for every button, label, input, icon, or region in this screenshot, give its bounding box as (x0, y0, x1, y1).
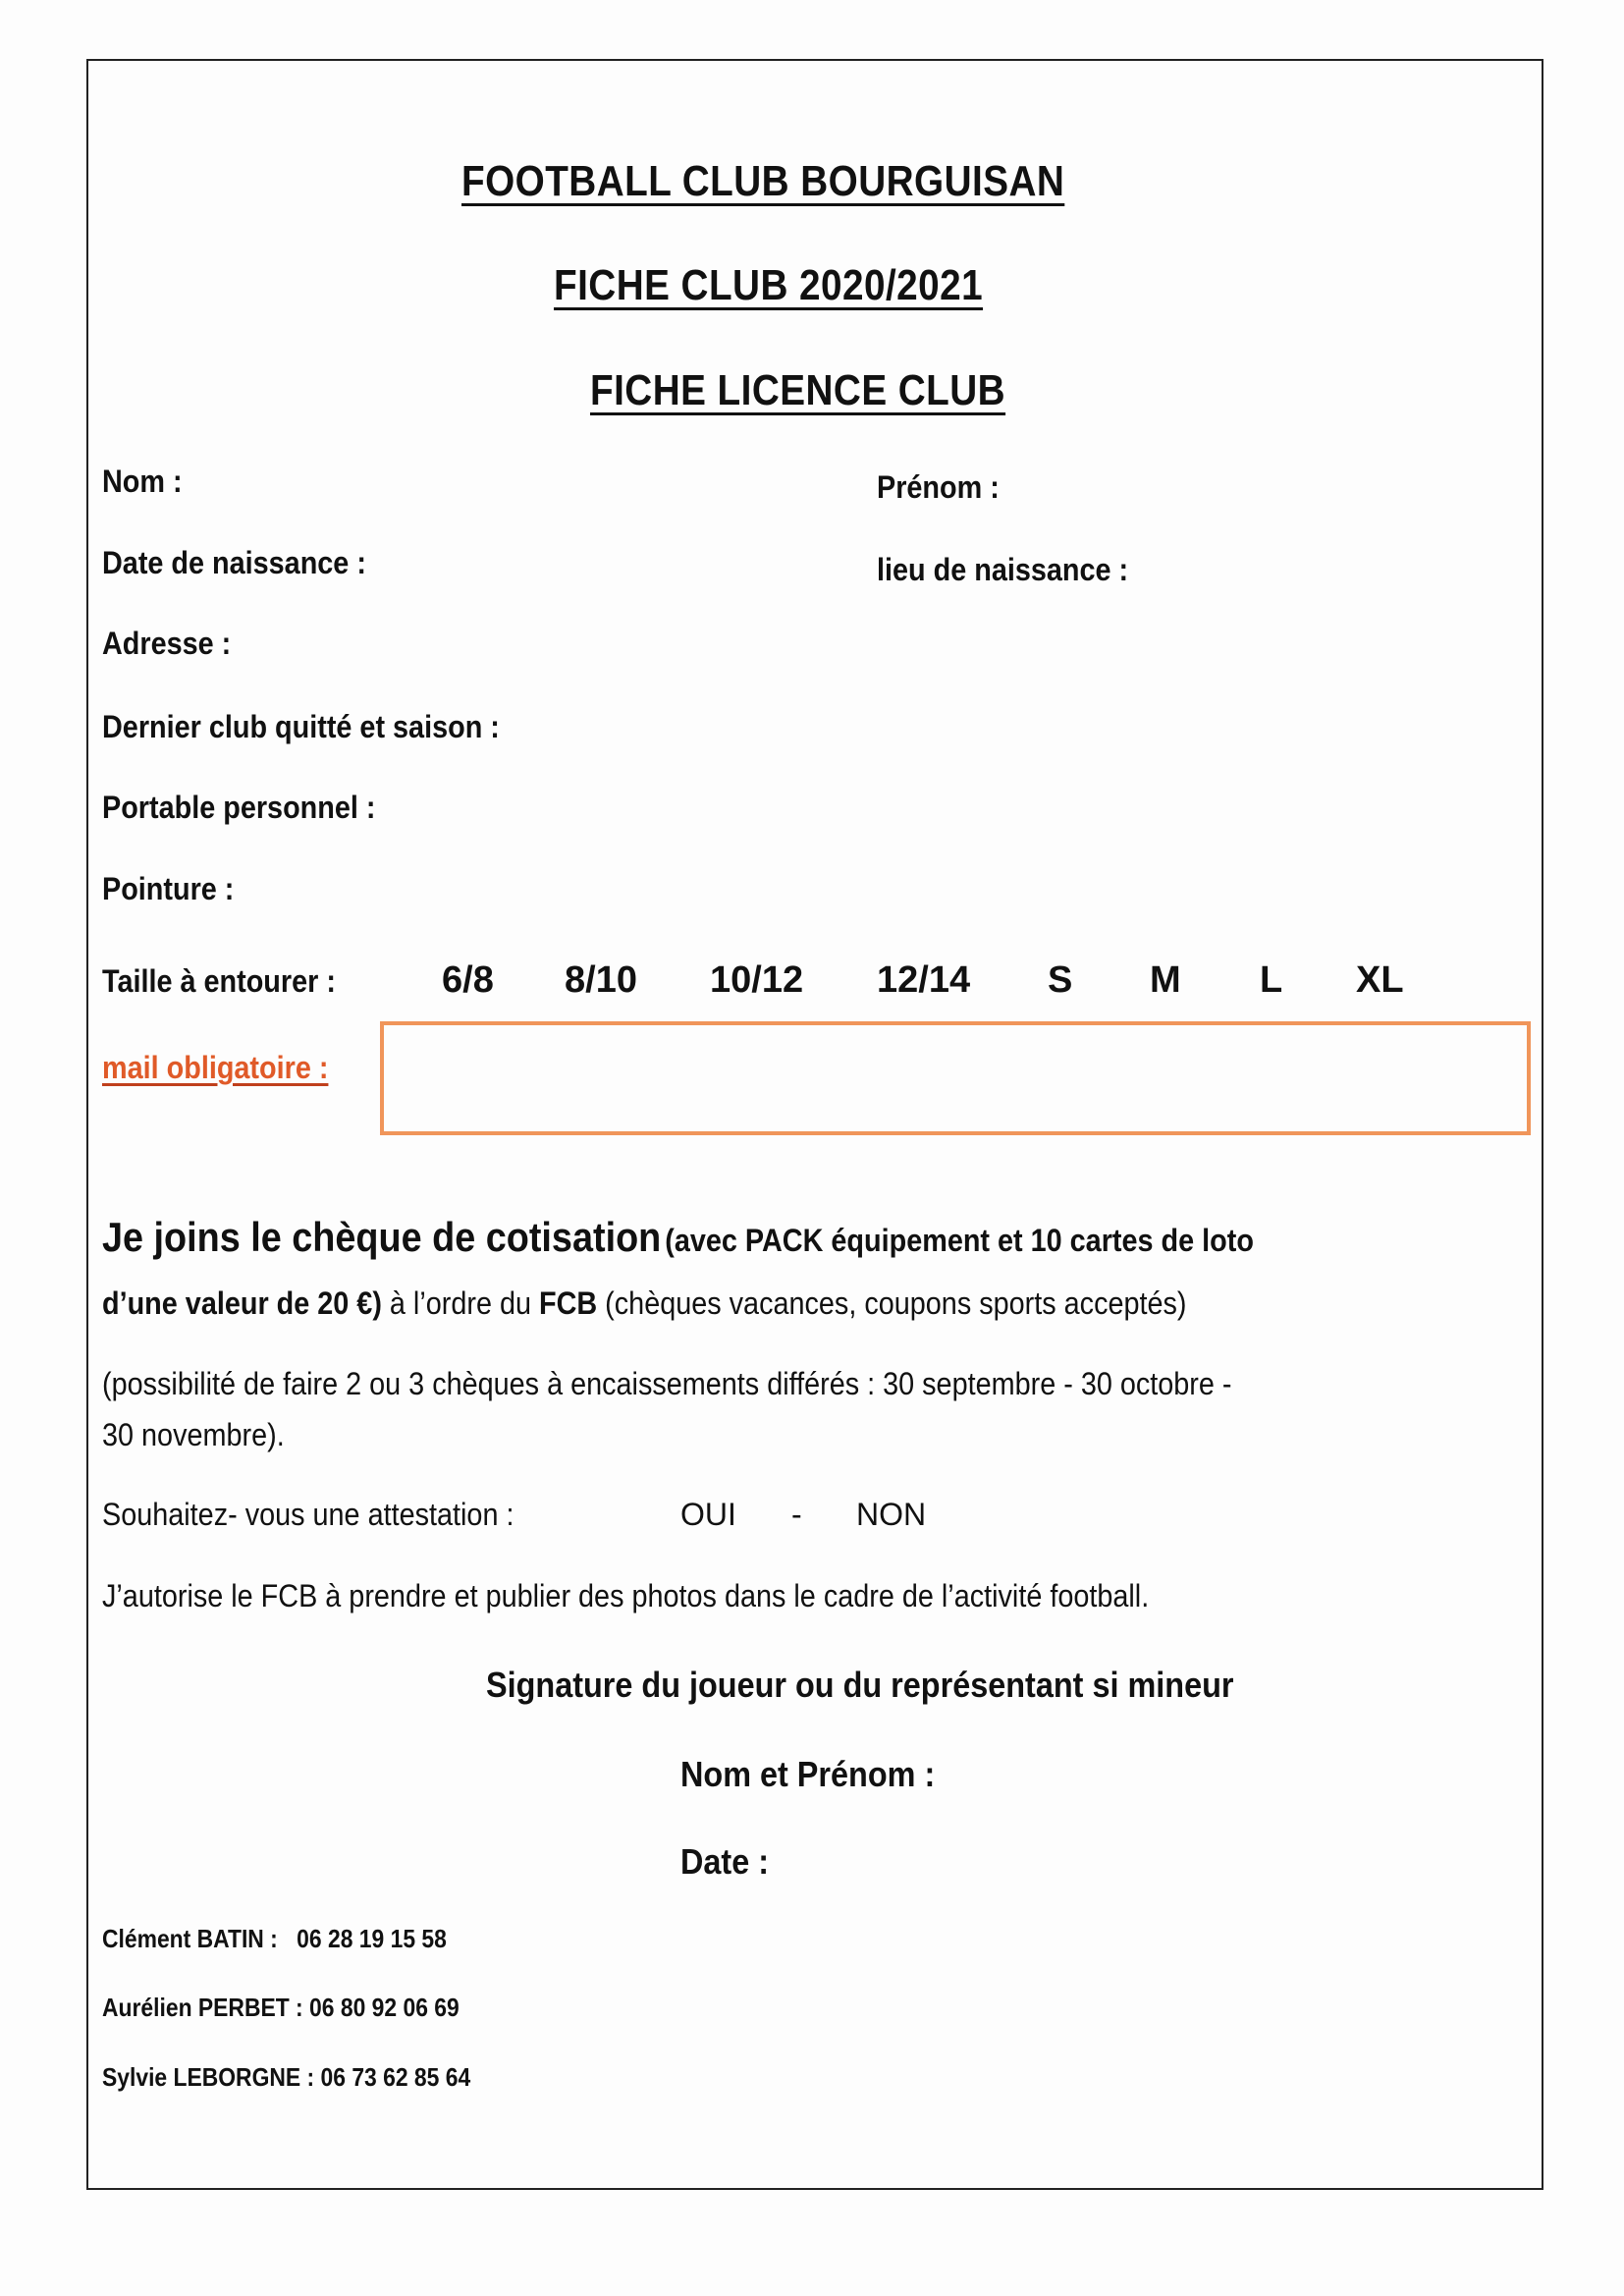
installments-line-1: (possibilité de faire 2 ou 3 chèques à encaissements différés : 30 septembre - 30 octobre - (102, 1366, 1232, 1401)
size-option[interactable]: L (1260, 959, 1283, 1001)
season-title: FICHE CLUB 2020/2021 (554, 261, 984, 309)
contact-phone: 06 73 62 85 64 (320, 2062, 471, 2092)
payment-pack: (avec PACK équipement et 10 cartes de loto (665, 1223, 1254, 1258)
attestation-separator: - (791, 1497, 802, 1532)
contact-phone: 06 80 92 06 69 (309, 1993, 460, 2022)
contact-name: Sylvie LEBORGNE : (102, 2062, 315, 2092)
form-title: FICHE LICENCE CLUB (590, 366, 1006, 414)
installments-line-2: 30 novembre). (102, 1417, 285, 1452)
adresse-label: Adresse : (102, 626, 232, 661)
contact-name: Aurélien PERBET : (102, 1993, 303, 2022)
portable-label: Portable personnel : (102, 790, 376, 825)
nom-label: Nom : (102, 464, 183, 499)
size-option[interactable]: XL (1356, 959, 1404, 1001)
signature-heading: Signature du joueur ou du représentant si mineur (486, 1665, 1234, 1705)
size-option[interactable]: 12/14 (877, 959, 971, 1001)
payment-order: à l’ordre du (381, 1285, 539, 1321)
size-option[interactable]: M (1150, 959, 1181, 1001)
attestation-question: Souhaitez- vous une attestation : (102, 1497, 514, 1532)
prenom-label: Prénom : (877, 469, 1000, 505)
size-option[interactable]: 8/10 (565, 959, 637, 1001)
attestation-no[interactable]: NON (856, 1497, 927, 1532)
size-option[interactable]: 10/12 (710, 959, 804, 1001)
payment-lead: Je joins le chèque de cotisation (102, 1214, 662, 1260)
dernier-club-label: Dernier club quitté et saison : (102, 709, 500, 744)
payment-accepted: (chèques vacances, coupons sports acceptés) (597, 1285, 1187, 1321)
contact-phone: 06 28 19 15 58 (297, 1924, 447, 1953)
contact-row (102, 1924, 447, 1954)
attestation-yes[interactable]: OUI (680, 1497, 736, 1532)
signature-date-label: Date : (680, 1841, 770, 1882)
mail-label: mail obligatoire : (102, 1050, 329, 1085)
signature-name-label: Nom et Prénom : (680, 1754, 936, 1794)
payment-line-2 (102, 1285, 1187, 1322)
lieu-naissance-label: lieu de naissance : (877, 552, 1129, 587)
photo-consent: J’autorise le FCB à prendre et publier des photos dans le cadre de l’activité football. (102, 1578, 1150, 1613)
payment-value: d’une valeur de 20 €) (102, 1285, 382, 1321)
contact-name: Clément BATIN : (102, 1924, 278, 1953)
taille-label: Taille à entourer : (102, 963, 336, 999)
size-option[interactable]: 6/8 (442, 959, 494, 1001)
payment-line-1 (102, 1214, 1254, 1261)
contact-row (102, 2062, 470, 2093)
mail-input-box[interactable] (380, 1021, 1531, 1135)
size-option[interactable]: S (1048, 959, 1073, 1001)
payment-fcb: FCB (538, 1285, 598, 1321)
pointure-label: Pointure : (102, 871, 235, 906)
date-naissance-label: Date de naissance : (102, 545, 366, 580)
contact-row (102, 1993, 460, 2023)
club-name-title: FOOTBALL CLUB BOURGUISAN (461, 157, 1065, 205)
